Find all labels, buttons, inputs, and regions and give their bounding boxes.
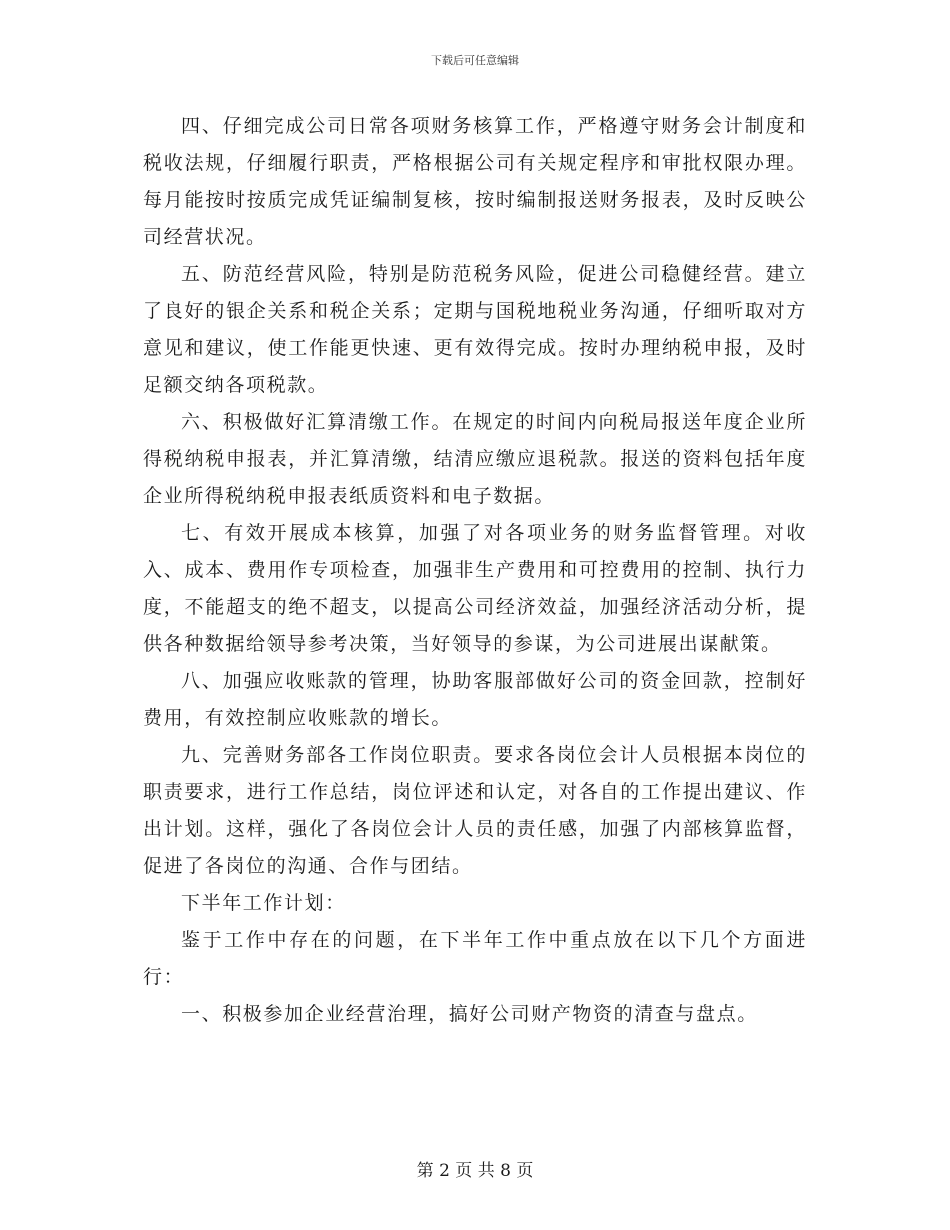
page-number: 第 2 页 共 8 页 (416, 1161, 534, 1181)
section-heading-plan: 下半年工作计划： (181, 892, 346, 914)
paragraph-plan-intro: 鉴于工作中存在的问题，在下半年工作中重点放在以下几个方面进行： (143, 929, 807, 988)
paragraph-6: 六、积极做好汇算清缴工作。在规定的时间内向税局报送年度企业所得税纳税申报表，并汇算清缴，结清应缴应退税款。报送的资料包括年度企业所得税纳税申报表纸质资料和电子数据。 (143, 411, 807, 507)
paragraph-9: 九、完善财务部各工作岗位职责。要求各岗位会计人员根据本岗位的职责要求，进行工作总结，岗位评述和认定，对各自的工作提出建议、作出计划。这样，强化了各岗位会计人员的责任感，加强了内部核算监督，促进了各岗位的沟通、合作与团结。 (143, 744, 807, 877)
paragraph-plan-1: 一、积极参加企业经营治理，搞好公司财产物资的清查与盘点。 (181, 1003, 758, 1025)
paragraph-5: 五、防范经营风险，特别是防范税务风险，促进公司稳健经营。建立了良好的银企关系和税企关系；定期与国税地税业务沟通，仔细听取对方意见和建议，使工作能更快速、更有效得完成。按时办理纳税申报，及时足额交纳各项税款。 (143, 263, 807, 396)
paragraph-7: 七、有效开展成本核算，加强了对各项业务的财务监督管理。对收入、成本、费用作专项检查，加强非生产费用和可控费用的控制、执行力度，不能超支的绝不超支，以提高公司经济效益，加强经济活动分析，提供各种数据给领导参考决策，当好领导的参谋，为公司进展出谋献策。 (143, 522, 807, 655)
paragraph-4: 四、仔细完成公司日常各项财务核算工作，严格遵守财务会计制度和税收法规，仔细履行职责，严格根据公司有关规定程序和审批权限办理。每月能按时按质完成凭证编制复核，按时编制报送财务报表，及时反映公司经营状况。 (143, 115, 807, 248)
page-header: 下载后可任意编辑 (431, 54, 519, 67)
document-body (143, 108, 807, 1033)
paragraph-8: 八、加强应收账款的管理，协助客服部做好公司的资金回款，控制好费用，有效控制应收账款的增长。 (143, 670, 807, 729)
